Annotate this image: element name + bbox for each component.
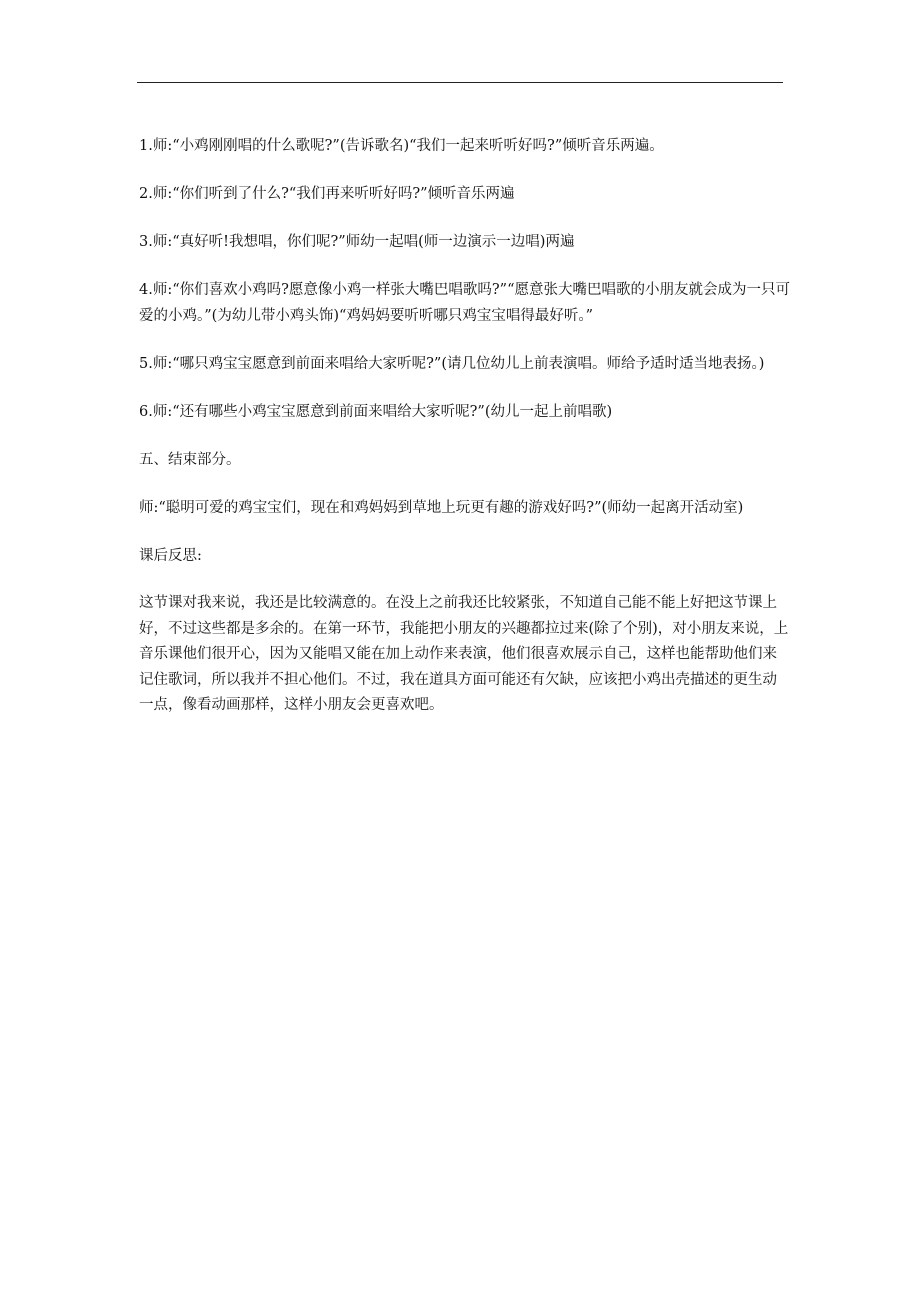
paragraph-step-3: 3.师:“真好听!我想唱，你们呢?”师幼一起唱(师一边演示一边唱)两遍 (139, 234, 575, 250)
paragraph-reflection: 这节课对我来说，我还是比较满意的。在没上之前我还比较紧张，不知道自己能不能上好把这节课上好，不过这些都是多余的。在第一环节，我能把小朋友的兴趣都拉过来(除了个别)，对小朋友来说，上音乐课他们很开心，因为又能唱又能在加上动作来表演，他们很喜欢展示自己，这样也能帮助他们来记住歌词，所以我并不担心他们。不过，我在道具方面可能还有欠缺，应该把小鸡出壳描述的更生动一点，像看动画那样，这样小朋友会更喜欢吧。 (139, 595, 789, 713)
paragraph-ending-dialogue: 师:“聪明可爱的鸡宝宝们，现在和鸡妈妈到草地上玩更有趣的游戏好吗?”(师幼一起离开活动室) (139, 500, 744, 516)
paragraph-step-5: 5.师:“哪只鸡宝宝愿意到前面来唱给大家听呢?”(请几位幼儿上前表演唱。师给予适时适当地表扬。) (139, 356, 765, 372)
paragraph-step-6: 6.师:“还有哪些小鸡宝宝愿意到前面来唱给大家听呢?”(幼儿一起上前唱歌) (139, 404, 613, 420)
paragraph-step-2: 2.师:“你们听到了什么?“我们再来听听好吗?”倾听音乐两遍 (139, 186, 515, 202)
document-body (139, 133, 791, 741)
header-rule (137, 82, 783, 83)
paragraph-step-1: 1.师:“小鸡刚刚唱的什么歌呢?”(告诉歌名)“我们一起来听听好吗?”倾听音乐两遍。 (139, 138, 664, 154)
paragraph-step-4: 4.师:“你们喜欢小鸡吗?愿意像小鸡一样张大嘴巴唱歌吗?”“愿意张大嘴巴唱歌的小朋友就会成为一只可爱的小鸡。”(为幼儿带小鸡头饰)“鸡妈妈要听听哪只鸡宝宝唱得最好听。” (139, 282, 791, 324)
section-heading-ending: 五、结束部分。 (139, 452, 241, 468)
section-heading-reflection: 课后反思: (139, 548, 202, 564)
